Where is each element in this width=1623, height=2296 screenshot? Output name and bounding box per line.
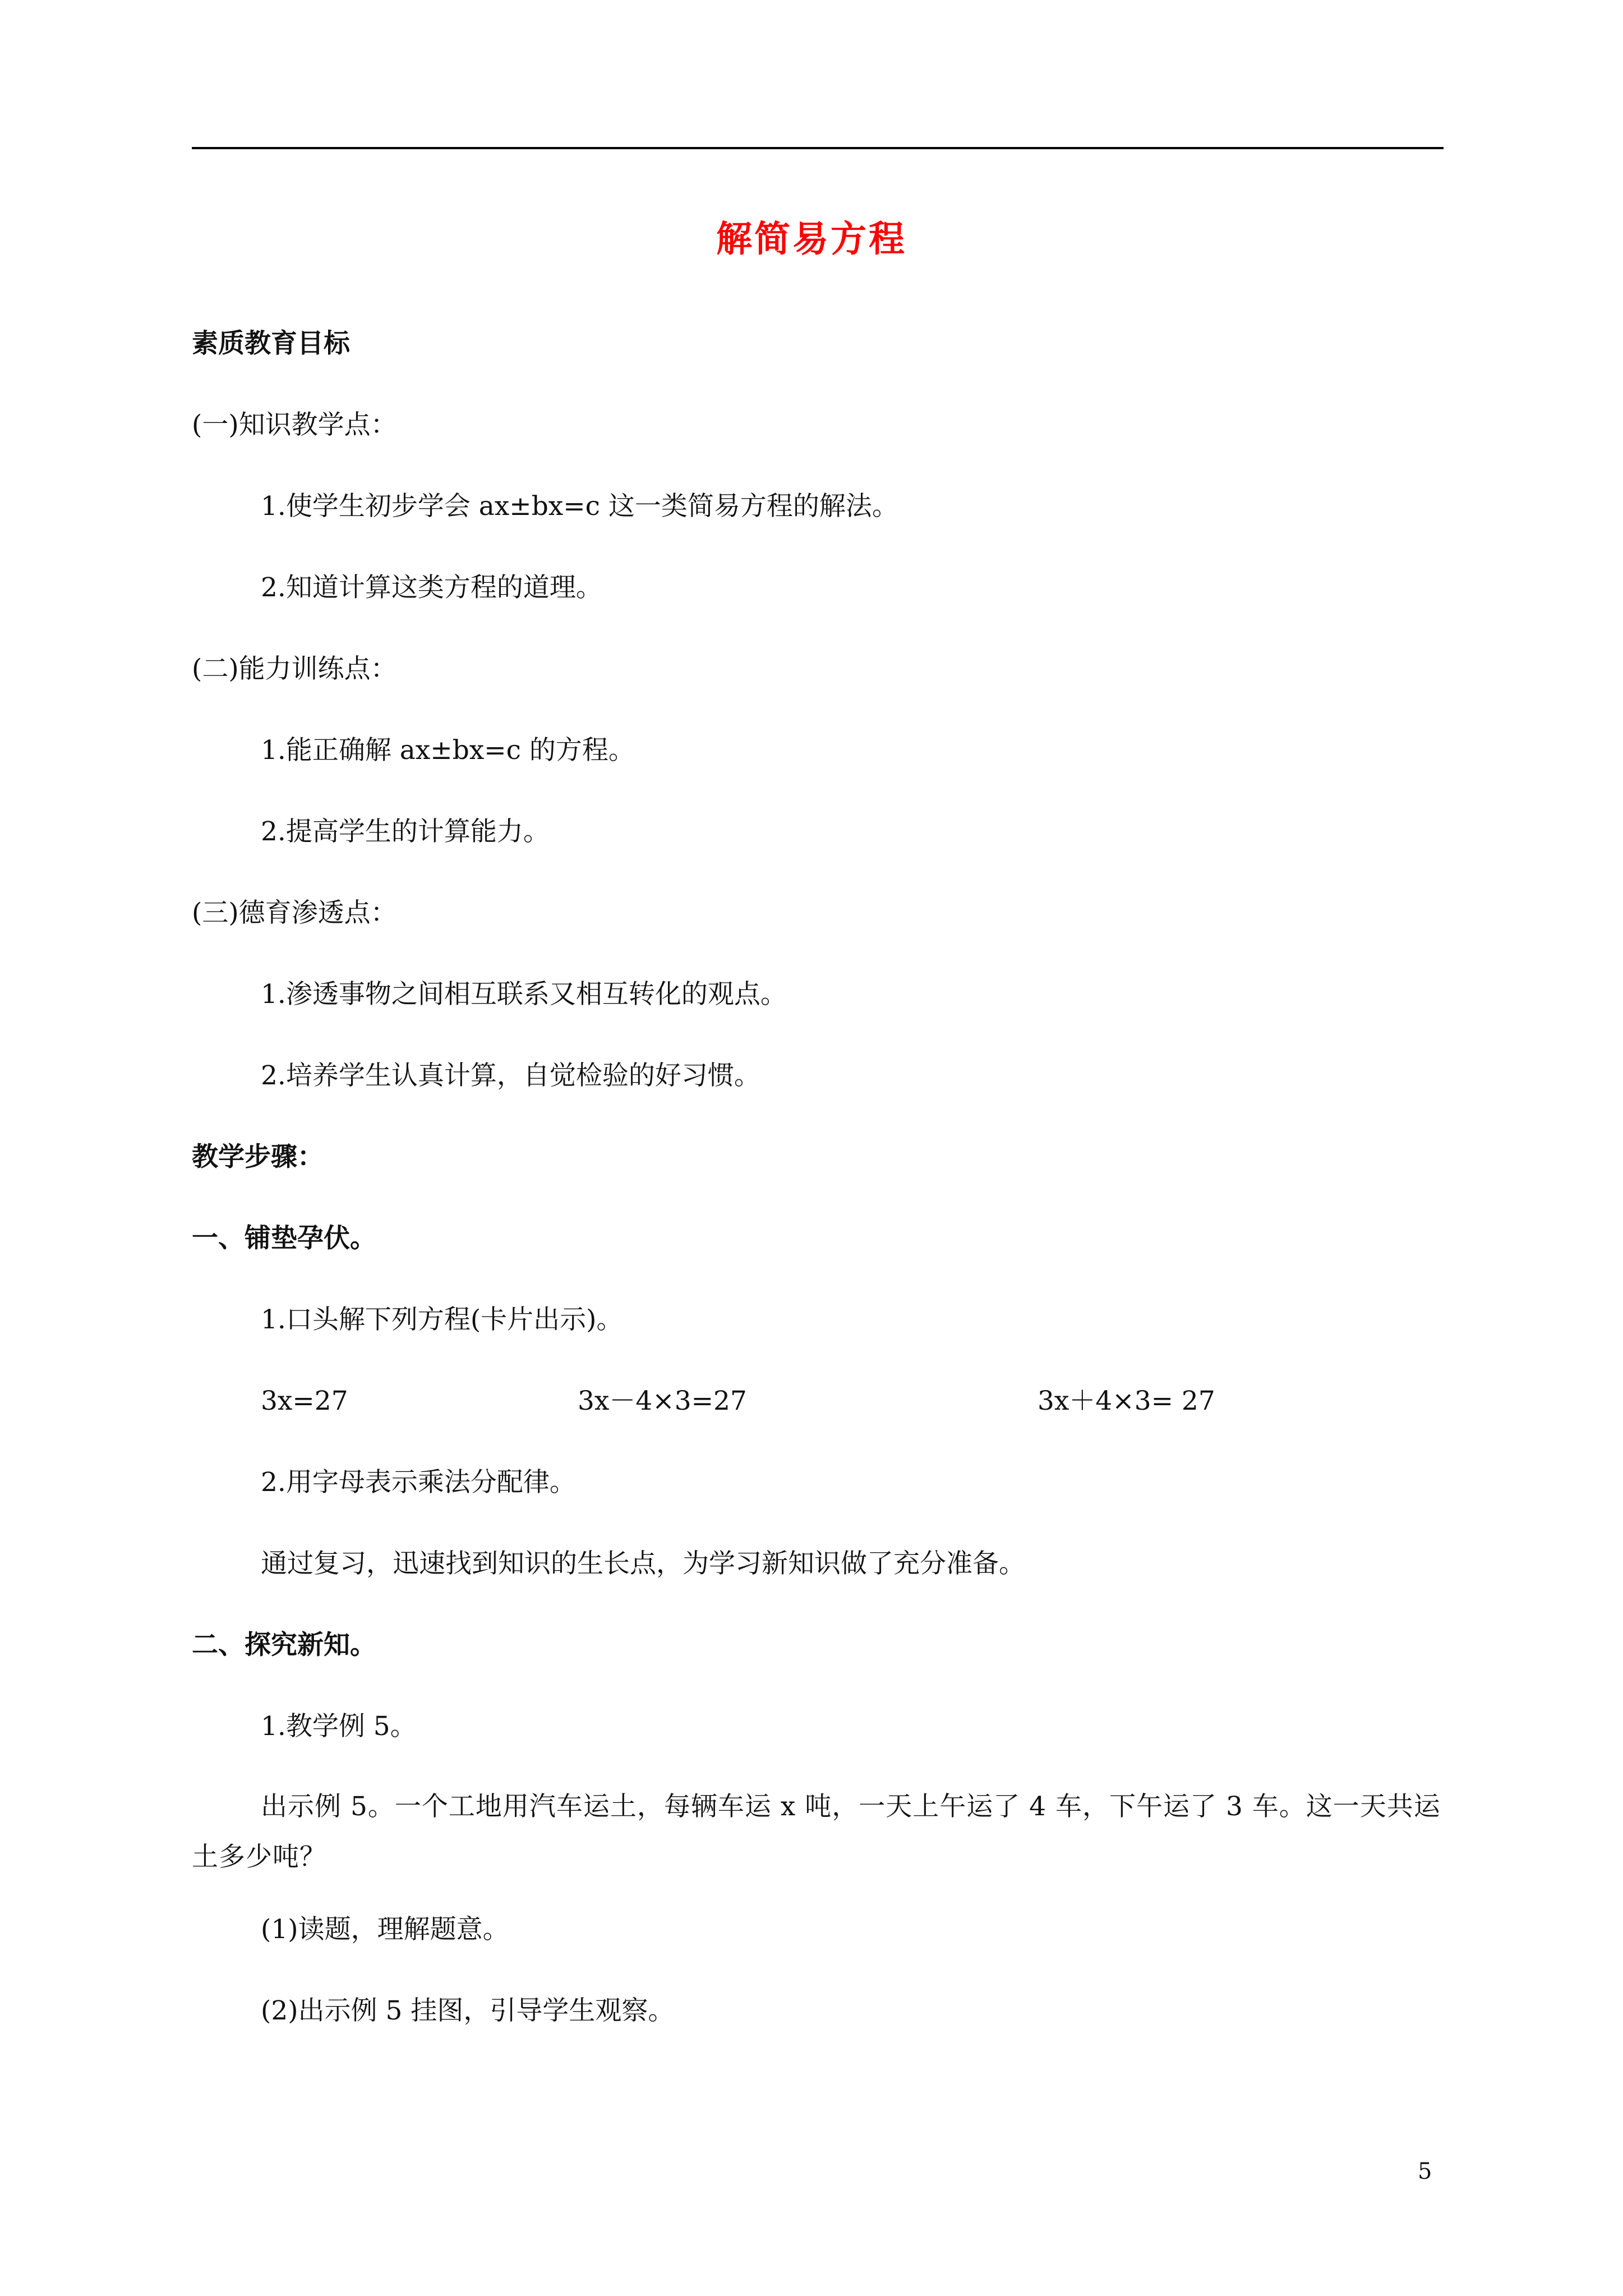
section-1-item-2: 2.用字母表示乘法分配律。 [261, 1467, 576, 1498]
moral-heading: (三)德育渗透点： [192, 898, 397, 928]
ability-item-1: 1.能正确解 ax±bx=c 的方程。 [261, 735, 635, 766]
knowledge-item-2: 2.知道计算这类方程的道理。 [261, 572, 602, 603]
knowledge-heading: (一)知识教学点： [192, 409, 397, 440]
moral-item-1: 1.渗透事物之间相互联系又相互转化的观点。 [261, 979, 787, 1010]
ability-heading: (二)能力训练点： [192, 654, 397, 684]
substep-1: (1)读题，理解题意。 [261, 1914, 509, 1945]
page-number: 5 [1418, 2159, 1432, 2184]
substep-2: (2)出示例 5 挂图，引导学生观察。 [261, 1995, 675, 2026]
section-1-item-1: 1.口头解下列方程(卡片出示)。 [261, 1304, 623, 1335]
equation-2: 3x－4×3=27 [578, 1386, 747, 1416]
section-1-heading: 一、铺垫孕伏。 [192, 1223, 376, 1254]
section-2-heading: 二、探究新知。 [192, 1630, 376, 1660]
moral-item-2: 2.培养学生认真计算，自觉检验的好习惯。 [261, 1060, 760, 1091]
goal-heading: 素质教育目标 [192, 328, 350, 359]
example-text: 出示例 5。一个工地用汽车运土，每辆车运 x 吨，一天上午运了 4 车，下午运了 3 车。这一天共运土多少吨？ [192, 1791, 1441, 1872]
equation-1: 3x=27 [261, 1386, 348, 1416]
header-rule [192, 147, 1444, 149]
ability-item-2: 2.提高学生的计算能力。 [261, 816, 550, 847]
equation-3: 3x＋4×3= 27 [1038, 1386, 1215, 1416]
knowledge-item-1: 1.使学生初步学会 ax±bx=c 这一类简易方程的解法。 [261, 491, 898, 522]
section-2-item-1: 1.教学例 5。 [261, 1711, 417, 1742]
page-title: 解简易方程 [716, 218, 907, 260]
steps-heading: 教学步骤： [192, 1142, 324, 1172]
section-1-note: 通过复习，迅速找到知识的生长点，为学习新知识做了充分准备。 [261, 1548, 1025, 1579]
